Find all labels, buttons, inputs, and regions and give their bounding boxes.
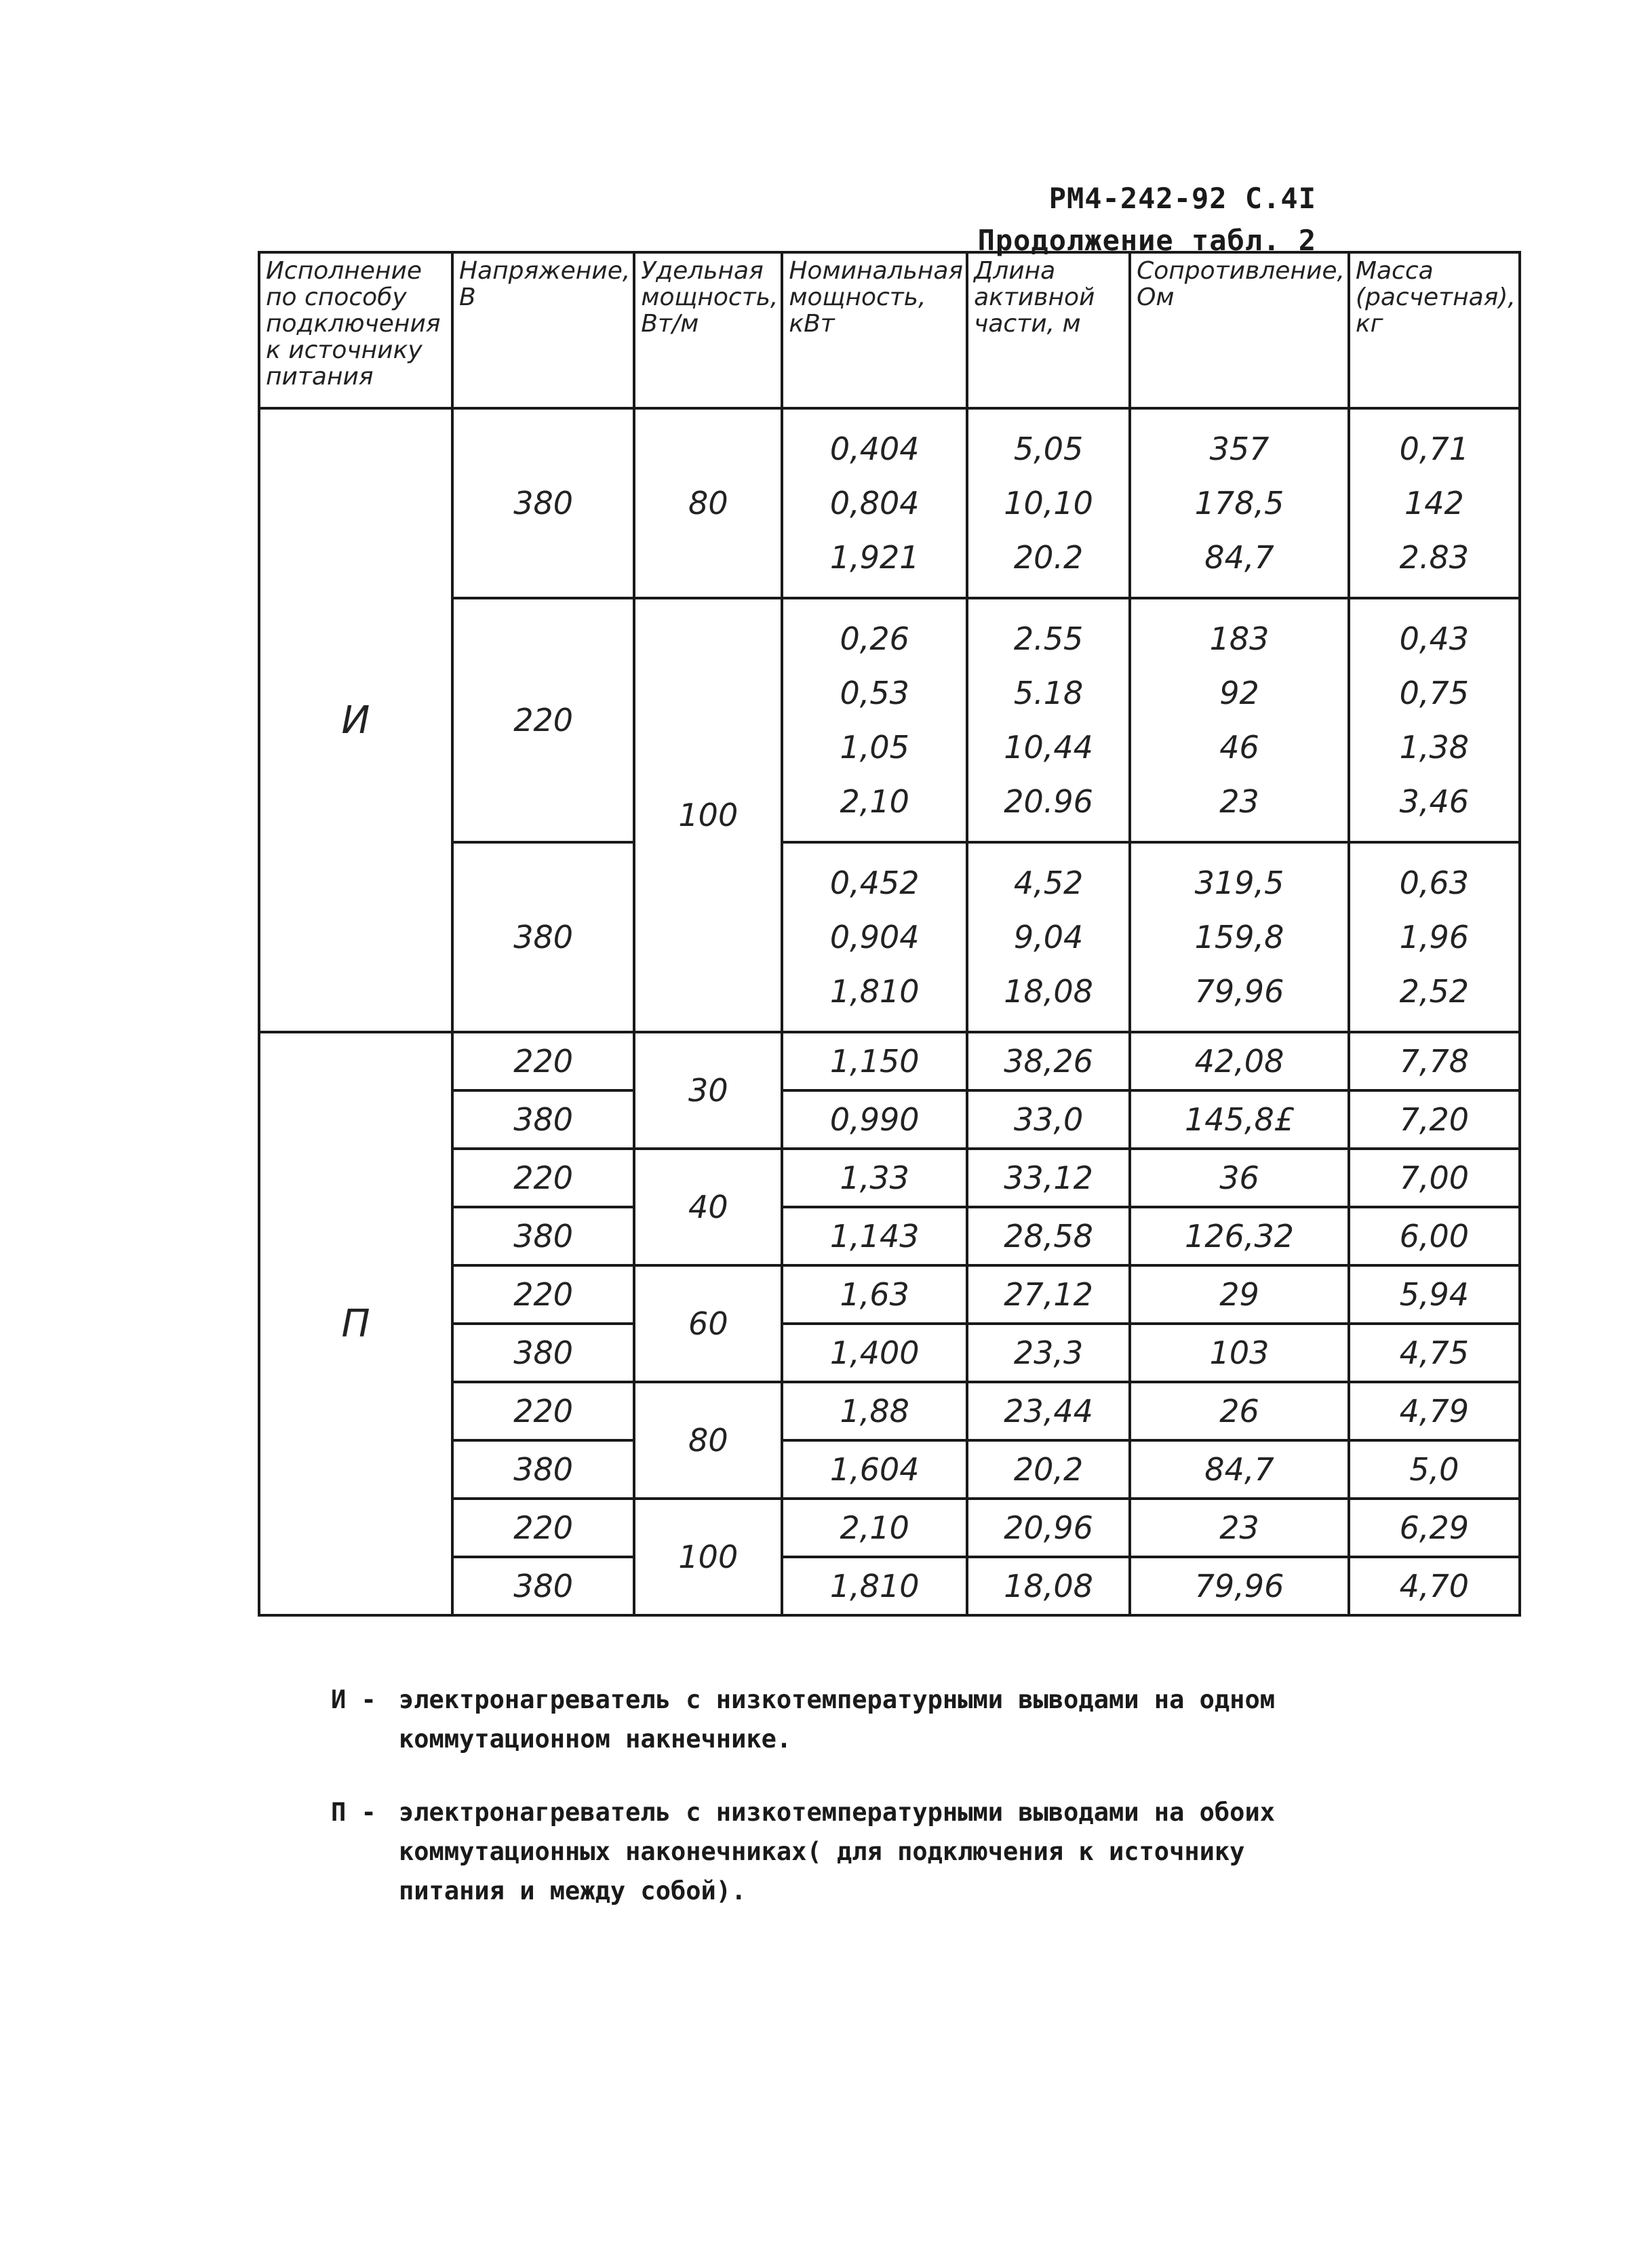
length-value: 9,04 xyxy=(1013,919,1084,955)
resistance-cell: 84,7 xyxy=(1130,1440,1349,1499)
document-code: РМ4-242-92 С.4I xyxy=(1048,182,1316,215)
mass-value: 1,96 xyxy=(1399,919,1470,955)
mass-cell: 7,78 xyxy=(1349,1032,1520,1090)
length-value: 20.96 xyxy=(1004,783,1093,820)
mass-value: 0,75 xyxy=(1399,675,1470,711)
length-cell xyxy=(967,842,1130,1032)
power-value: 0,804 xyxy=(829,485,920,521)
voltage-cell: 380 xyxy=(452,1557,634,1615)
length-cell xyxy=(967,598,1130,842)
mass-cell: 7,00 xyxy=(1349,1149,1520,1207)
resistance-cell: 29 xyxy=(1130,1265,1349,1324)
length-value: 10,10 xyxy=(1004,485,1093,521)
length-value: 5,05 xyxy=(1013,431,1084,467)
length-cell: 23,44 xyxy=(967,1382,1130,1440)
column-header-length: Длина активной части, м xyxy=(967,252,1130,408)
mass-value: 0,43 xyxy=(1399,620,1470,657)
specific-power-cell: 100 xyxy=(634,598,782,1032)
length-cell: 23,3 xyxy=(967,1324,1130,1382)
column-header-mass: Масса (расчетная), кг xyxy=(1349,252,1520,408)
power-value: 0,452 xyxy=(829,865,920,901)
resistance-value: 183 xyxy=(1209,620,1270,657)
power-cell xyxy=(782,598,967,842)
resistance-value: 92 xyxy=(1219,675,1259,711)
length-value: 18,08 xyxy=(1004,973,1093,1010)
power-value: 1,05 xyxy=(840,729,909,766)
length-cell: 38,26 xyxy=(967,1032,1130,1090)
power-cell: 1,150 xyxy=(782,1032,967,1090)
specific-power-cell: 80 xyxy=(634,408,782,598)
note-i xyxy=(331,1680,1348,1759)
specs-table xyxy=(258,251,1521,1617)
power-value: 0,904 xyxy=(829,919,920,955)
resistance-cell: 79,96 xyxy=(1130,1557,1349,1615)
group-label-p: П xyxy=(259,1032,452,1615)
resistance-cell xyxy=(1130,842,1349,1032)
voltage-cell: 220 xyxy=(452,598,634,842)
length-cell: 18,08 xyxy=(967,1557,1130,1615)
power-value: 0,53 xyxy=(840,675,909,711)
power-cell: 1,400 xyxy=(782,1324,967,1382)
power-value: 2,10 xyxy=(840,783,909,820)
specific-power-cell: 80 xyxy=(634,1382,782,1499)
specific-power-cell: 40 xyxy=(634,1149,782,1265)
resistance-value: 178,5 xyxy=(1194,485,1284,521)
mass-cell: 7,20 xyxy=(1349,1090,1520,1149)
length-value: 10,44 xyxy=(1004,729,1093,766)
column-header-voltage: Напряжение, В xyxy=(452,252,634,408)
note-mark: И - xyxy=(331,1685,376,1714)
specific-power-cell: 30 xyxy=(634,1032,782,1149)
table-row xyxy=(259,408,1520,598)
power-value: 0,26 xyxy=(840,620,909,657)
resistance-cell: 42,08 xyxy=(1130,1032,1349,1090)
power-value: 1,921 xyxy=(829,539,920,576)
column-header-specific-power: Удельная мощность, Вт/м xyxy=(634,252,782,408)
mass-cell xyxy=(1349,408,1520,598)
mass-value: 0,63 xyxy=(1399,865,1470,901)
voltage-cell: 220 xyxy=(452,1499,634,1557)
voltage-cell: 220 xyxy=(452,1032,634,1090)
power-cell: 1,810 xyxy=(782,1557,967,1615)
length-cell: 27,12 xyxy=(967,1265,1130,1324)
power-value: 1,810 xyxy=(829,973,920,1010)
mass-cell: 6,29 xyxy=(1349,1499,1520,1557)
resistance-cell: 126,32 xyxy=(1130,1207,1349,1265)
voltage-cell: 380 xyxy=(452,1324,634,1382)
document-header xyxy=(978,178,1316,262)
mass-value: 1,38 xyxy=(1399,729,1470,766)
length-cell: 20,96 xyxy=(967,1499,1130,1557)
mass-value: 0,71 xyxy=(1399,431,1470,467)
group-label-i: И xyxy=(259,408,452,1032)
specific-power-cell: 60 xyxy=(634,1265,782,1382)
table-continuation-label: Продолжение табл. 2 xyxy=(977,224,1316,257)
length-cell xyxy=(967,408,1130,598)
length-cell: 33,0 xyxy=(967,1090,1130,1149)
length-cell: 28,58 xyxy=(967,1207,1130,1265)
resistance-value: 46 xyxy=(1219,729,1259,766)
voltage-cell: 220 xyxy=(452,1265,634,1324)
voltage-cell: 380 xyxy=(452,1440,634,1499)
mass-cell: 5,94 xyxy=(1349,1265,1520,1324)
column-header-resistance: Сопротивление, Ом xyxy=(1130,252,1349,408)
length-value: 20.2 xyxy=(1013,539,1084,576)
length-cell: 33,12 xyxy=(967,1149,1130,1207)
column-header-execution: Исполнение по способу подключения к источнику питания xyxy=(259,252,452,408)
table-header-row xyxy=(259,252,1520,408)
resistance-cell xyxy=(1130,408,1349,598)
power-cell: 1,63 xyxy=(782,1265,967,1324)
column-header-nominal-power: Номинальная мощность, кВт xyxy=(782,252,967,408)
mass-cell: 5,0 xyxy=(1349,1440,1520,1499)
power-cell xyxy=(782,842,967,1032)
table-notes xyxy=(331,1680,1348,1945)
power-cell: 1,143 xyxy=(782,1207,967,1265)
mass-value: 2.83 xyxy=(1399,539,1470,576)
power-value: 0,404 xyxy=(829,431,920,467)
resistance-cell: 36 xyxy=(1130,1149,1349,1207)
mass-cell: 6,00 xyxy=(1349,1207,1520,1265)
table-row xyxy=(259,1032,1520,1090)
voltage-cell: 380 xyxy=(452,1090,634,1149)
resistance-value: 84,7 xyxy=(1204,539,1274,576)
power-cell: 1,33 xyxy=(782,1149,967,1207)
resistance-value: 23 xyxy=(1219,783,1259,820)
resistance-cell: 26 xyxy=(1130,1382,1349,1440)
note-text: электронагреватель с низкотемпературными выводами на обоих коммутационных наконечниках( для подключения к источнику питания и между собой). xyxy=(399,1798,1276,1905)
power-cell: 2,10 xyxy=(782,1499,967,1557)
mass-value: 142 xyxy=(1404,485,1464,521)
resistance-cell: 145,8£ xyxy=(1130,1090,1349,1149)
mass-value: 2,52 xyxy=(1399,973,1470,1010)
resistance-value: 319,5 xyxy=(1194,865,1284,901)
resistance-value: 159,8 xyxy=(1194,919,1284,955)
length-value: 4,52 xyxy=(1013,865,1084,901)
voltage-cell: 380 xyxy=(452,1207,634,1265)
voltage-cell: 220 xyxy=(452,1149,634,1207)
specific-power-cell: 100 xyxy=(634,1499,782,1615)
resistance-cell: 23 xyxy=(1130,1499,1349,1557)
length-cell: 20,2 xyxy=(967,1440,1130,1499)
resistance-cell: 103 xyxy=(1130,1324,1349,1382)
power-cell xyxy=(782,408,967,598)
resistance-cell xyxy=(1130,598,1349,842)
voltage-cell: 380 xyxy=(452,408,634,598)
note-mark: П - xyxy=(331,1798,376,1827)
mass-cell: 4,70 xyxy=(1349,1557,1520,1615)
power-cell: 0,990 xyxy=(782,1090,967,1149)
resistance-value: 79,96 xyxy=(1194,973,1284,1010)
power-cell: 1,88 xyxy=(782,1382,967,1440)
mass-cell xyxy=(1349,598,1520,842)
voltage-cell: 220 xyxy=(452,1382,634,1440)
voltage-cell: 380 xyxy=(452,842,634,1032)
power-cell: 1,604 xyxy=(782,1440,967,1499)
mass-cell xyxy=(1349,842,1520,1032)
resistance-value: 357 xyxy=(1209,431,1270,467)
mass-cell: 4,75 xyxy=(1349,1324,1520,1382)
mass-value: 3,46 xyxy=(1399,783,1470,820)
note-text: электронагреватель с низкотемпературными выводами на одном коммутационном накнечнике. xyxy=(399,1685,1276,1754)
note-p xyxy=(331,1793,1348,1911)
mass-cell: 4,79 xyxy=(1349,1382,1520,1440)
length-value: 2.55 xyxy=(1013,620,1084,657)
length-value: 5.18 xyxy=(1013,675,1084,711)
